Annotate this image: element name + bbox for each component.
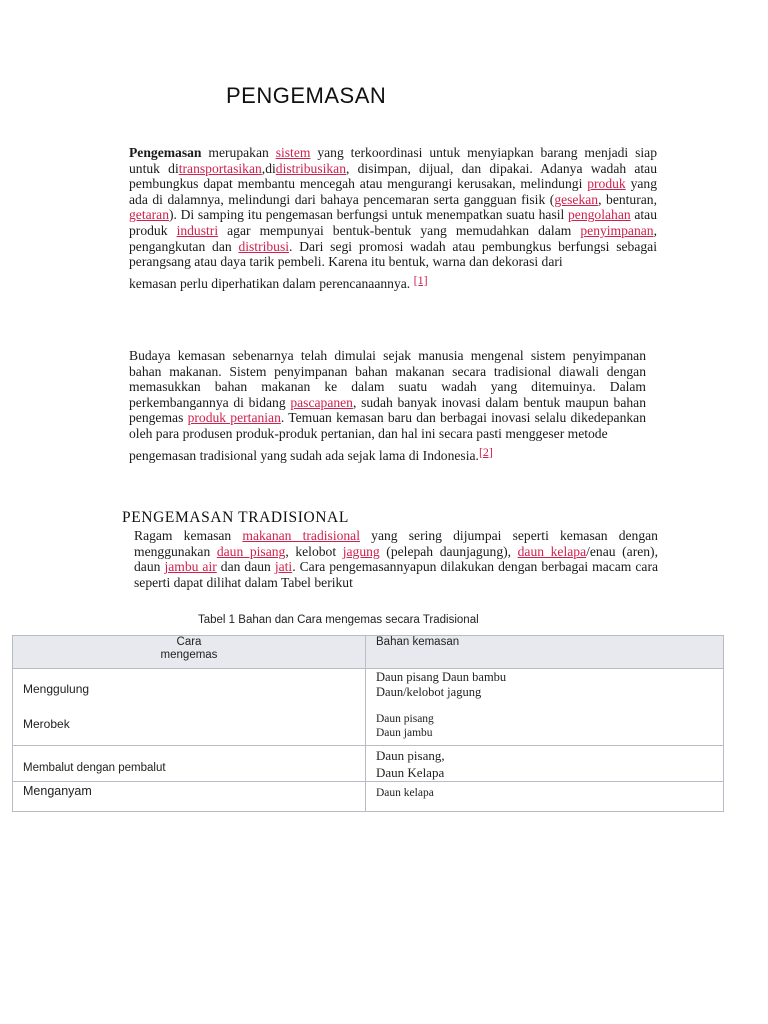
table-header-row — [13, 636, 724, 669]
traditional-paragraph: Ragam kemasan makanan tradisional yang sering dijumpai seperti kemasan dengan menggunakan daun pisang, kelobot jagung (pelepah daunjagung), daun kelapa/enau (aren), daun jambu air dan daun jati. Cara pengemasannyapun dilakukan dengan berbagai macam cara seperti dapat dilihat dalam Tabel berikut — [134, 528, 659, 590]
link-getaran[interactable]: getaran — [129, 207, 169, 223]
table-caption: Tabel 1 Bahan dan Cara mengemas secara Tradisional — [198, 614, 479, 626]
link-gesekan[interactable]: gesekan — [554, 191, 599, 207]
link-produk-pertanian[interactable]: produk pertanian — [187, 410, 281, 426]
intro-paragraph: Pengemasan merupakan sistem yang terkoordinasi untuk menyiapkan barang menjadi siap untuk ditransportasikan,didistribusikan, disimpan, dijual, dan dipakai. Adanya wadah atau pembungkus dapat membantu mencegah atau mengurangi kerusakan, melindungi produk yang ada di dalamnya, melindungi dari bahaya pencemaran serta gangguan fisik (gesekan, benturan, getaran). Di samping itu pengemasan berfungsi untuk menempatkan suatu hasil pengolahan atau produk industri agar mempunyai bentuk-bentuk yang memudahkan dalam penyimpanan, pengangkutan dan distribusi. Dari segi promosi wadah atau pembungkus berfungsi sebagai perangsang atau daya tarik pembeli. Karena itu bentuk, warna dan dekorasi dari kemasan perlu diperhatikan dalam perencanaannya. [1] — [129, 145, 658, 291]
material-cell: Daun pisang, Daun Kelapa — [366, 746, 724, 782]
header-bahan-kemasan: Bahan kemasan — [366, 636, 724, 669]
link-makanan-tradisional[interactable]: makanan tradisional — [242, 528, 360, 543]
term-pengemasan: Pengemasan — [129, 145, 202, 160]
packaging-table — [12, 635, 724, 812]
link-distribusikan[interactable]: distribusikan — [275, 160, 347, 176]
link-penyimpanan[interactable]: penyimpanan — [580, 222, 654, 238]
table-row — [13, 746, 724, 782]
method-cell: Menggulung Merobek — [13, 669, 366, 746]
table-row — [13, 782, 724, 812]
page-title: PENGEMASAN — [226, 83, 387, 108]
link-produk[interactable]: produk — [587, 176, 626, 192]
link-distribusi[interactable]: distribusi — [238, 238, 290, 254]
link-sistem[interactable]: sistem — [275, 145, 311, 160]
header-cara-mengemas: Cara mengemas — [13, 636, 366, 669]
section-heading: PENGEMASAN TRADISIONAL — [122, 509, 349, 526]
link-pascapanen[interactable]: pascapanen — [290, 394, 353, 410]
link-daun-pisang[interactable]: daun pisang — [216, 543, 286, 559]
material-cell: Daun kelapa — [366, 782, 724, 812]
method-cell: Membalut dengan pembalut — [13, 746, 366, 782]
method-cell: Menganyam — [13, 782, 366, 812]
link-daun-kelapa[interactable]: daun kelapa — [517, 543, 587, 559]
link-jagung[interactable]: jagung — [342, 543, 380, 559]
table-row — [13, 669, 724, 746]
link-pengolahan[interactable]: pengolahan — [567, 207, 631, 223]
link-transportasikan[interactable]: transportasikan — [178, 160, 262, 176]
link-jati[interactable]: jati — [274, 559, 293, 575]
material-cell: Daun pisang Daun bambu Daun/kelobot jagung Daun pisang Daun jambu — [366, 669, 724, 746]
link-jambu-air[interactable]: jambu air — [164, 559, 217, 575]
link-industri[interactable]: industri — [176, 222, 219, 238]
history-paragraph: Budaya kemasan sebenarnya telah dimulai sejak manusia mengenal sistem penyimpanan bahan makanan. Sistem penyimpanan bahan makanan secara tradisional diawali dengan memasukkan bahan makanan ke dalam suatu wadah yang ditemuinya. Dalam perkembangannya di bidang pascapanen, sudah banyak inovasi dalam bentuk maupun bahan pengemas produk pertanian. Temuan kemasan baru dan berbagai inovasi selalu dikedepankan oleh para produsen produk-produk pertanian, dan hal ini secara pasti menggeser metode pengemasan tradisional yang sudah ada sejak lama di Indonesia.[2] — [129, 348, 646, 463]
footnote-ref-1[interactable]: [1] — [413, 272, 428, 287]
footnote-ref-2[interactable]: [2] — [478, 444, 493, 459]
